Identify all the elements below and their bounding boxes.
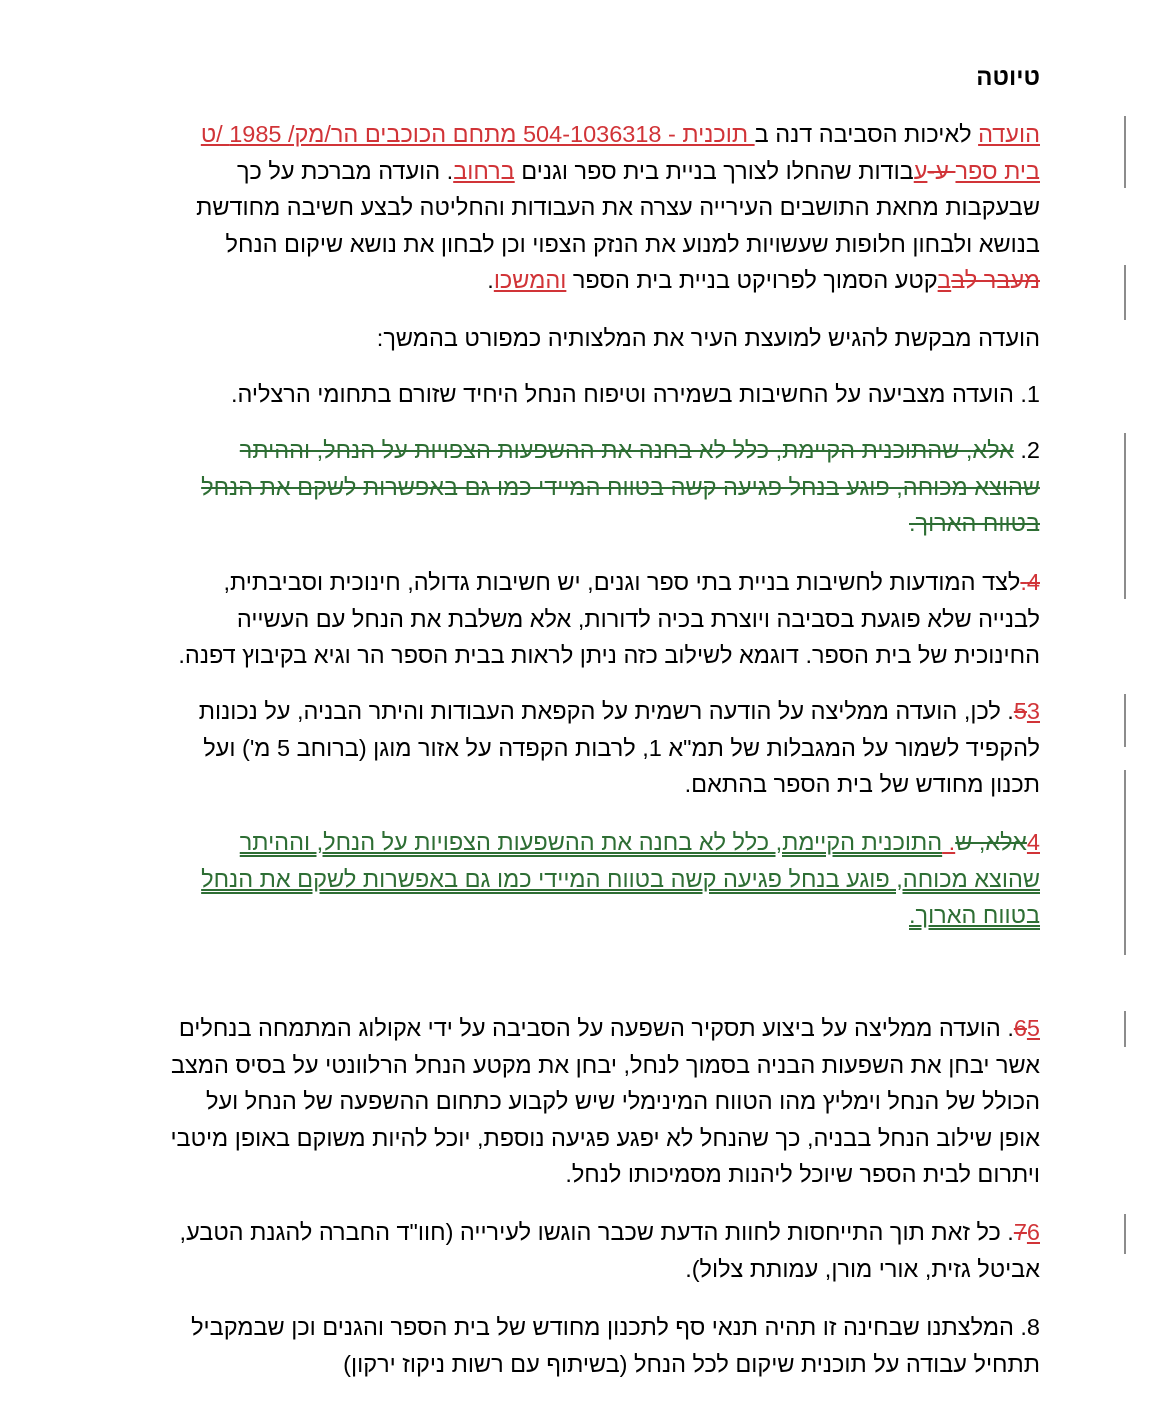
text-line — [70, 262, 1040, 299]
text-line: להקפיד לשמור על המגבלות של תמ"א 1, לרבות הקפדה על אזור מוגן (ברוחב 5 מ') ועל — [203, 734, 1040, 761]
list-item-3 — [70, 693, 1040, 803]
text-line: ויתרום לבית הספר שיוכל ליהנות מסמיכותו לנחל. — [565, 1161, 1040, 1187]
deleted-text: מעבר לב — [951, 267, 1040, 293]
list-item-1 — [70, 376, 1040, 413]
text-line — [70, 693, 1040, 730]
text-line — [70, 1010, 1040, 1047]
text-line — [70, 824, 1040, 861]
list-item-5 — [70, 1010, 1040, 1193]
list-item-4-moved-to — [70, 824, 1040, 934]
inserted-text: והמשכו — [493, 267, 567, 293]
deleted-number: 6 — [1013, 1015, 1027, 1041]
inserted-text: הועדה — [978, 121, 1040, 147]
text-line: אביטל גזית, אורי מורן, עמותת צלול). — [685, 1255, 1040, 1282]
list-item-awareness — [70, 564, 1040, 674]
text-run: לצד המודעות לחשיבות בניית בתי ספר וגנים, יש חשיבות גדולה, חינוכית וסביבתית, — [223, 569, 1021, 595]
paragraph-intro — [70, 116, 1040, 299]
document-title: טיוטה — [976, 64, 1040, 91]
text-run: . הועדה מברכת על כך — [237, 157, 454, 184]
text-line: לבנייה שלא פוגעת בסביבה ויוצרת בכיה לדורות, אלא משלבת את הנחל עם העשייה — [236, 605, 1040, 632]
text-run: לאיכות הסביבה דנה ב — [754, 121, 979, 147]
deleted-number: 4. — [1020, 569, 1040, 595]
text-run: קטע הסמוך לפרויקט בניית בית הספר — [566, 267, 938, 293]
text-line: תתחיל עבודה על תוכנית שיקום לכל הנחל (בשיתוף עם רשות ניקוז ירקון) — [343, 1350, 1040, 1377]
change-bar — [1124, 694, 1126, 747]
list-number: 2. — [1013, 437, 1040, 463]
inserted-number: 6 — [1026, 1219, 1040, 1245]
text-line: 1. הועדה מצביעה על החשיבות בשמירה וטיפוח הנחל היחיד שזורם בתחומי הרצליה. — [230, 381, 1040, 407]
list-item-8 — [70, 1309, 1040, 1382]
moved-deleted-text: אלא, שהתוכנית הקיימת, כלל לא בחנה את ההשפעות הצפויות על הנחל, וההיתר — [239, 437, 1014, 463]
text-line: הועדה מבקשת להגיש למועצת העיר את המלצותיה כמפורט בהמשך: — [376, 325, 1040, 351]
text-run: . כל זאת תוך התייחסות לחוות הדעת שכבר הוגשו לעירייה (חוו"ד החברה להגנת הטבע, — [179, 1219, 1014, 1245]
text-line: 8. המלצתנו שבחינה זו תהיה תנאי סף לתכנון מחודש של בית הספר והגנים וכן שבמקביל — [191, 1314, 1040, 1340]
list-item-6 — [70, 1214, 1040, 1287]
inserted-text: ע — [913, 157, 928, 184]
text-line: אשר יבחן את השפעות הבניה בסמוך לנחל, יבחן את מקטע הנחל הרלוונטי על בסיס המצב — [170, 1051, 1040, 1078]
inserted-text: ב — [937, 267, 952, 293]
text-run: . הועדה ממליצה על ביצוע תסקיר השפעה על הסביבה על ידי אקולוג המתמחה בנחלים — [178, 1015, 1014, 1041]
text-line: שבעקבות מחאת התושבים העירייה עצרה את העבודות והחליטה לבצע חשיבה מחודשת — [196, 194, 1040, 220]
text-line: החינוכית של בית הספר. דוגמא לשילוב כזה ניתן לראות בבית הספר הר וגיא בקיבוץ דפנה. — [178, 642, 1040, 668]
change-bar — [1124, 433, 1126, 599]
moved-inserted-text: התוכנית הקיימת, כלל לא בחנה את ההשפעות הצפויות על הנחל, וההיתר — [239, 829, 943, 855]
text-run: . — [487, 267, 494, 293]
deleted-text: ע- — [927, 157, 956, 184]
inserted-text: ברחוב — [453, 157, 515, 184]
inserted-text: בית ספר — [955, 157, 1040, 184]
inserted-text: תוכנית - 504-1036318 מתחם הכוכבים הר/מק/ 1985 /ט — [200, 121, 755, 147]
deleted-number: 7 — [1013, 1219, 1027, 1245]
text-run: בודות שהחלו לצורך בניית בית ספר וגנים — [514, 157, 914, 184]
text-line: בנושא ולבחון חלופות שעשויות למנוע את הנזק הצפוי וכן לבחון את נושא שיקום הנחל — [225, 230, 1040, 257]
text-run: . לכן, הועדה ממליצה על הודעה רשמית על הקפאת העבודות והיתר הבניה, על נכונות — [198, 698, 1014, 724]
text-line — [70, 1214, 1040, 1251]
moved-deleted-text: אלא, ש — [955, 829, 1027, 855]
change-bar — [1124, 1011, 1126, 1047]
deleted-number: 5 — [1013, 698, 1027, 724]
inserted-number: 4 — [1026, 829, 1040, 855]
change-bar — [1124, 1214, 1126, 1254]
text-line: תכנון מחודש של בית הספר בהתאם. — [684, 771, 1040, 797]
list-item-2-moved-from — [70, 432, 1040, 542]
moved-deleted-text: בטווח הארוך. — [909, 510, 1040, 536]
moved-inserted-text: בטווח הארוך. — [909, 902, 1040, 928]
change-bar — [1124, 116, 1126, 188]
text-line: אופן שילוב הנחל בבניה, כך שהנחל לא יפגע פגיעה נוספת, יוכל להיות משוקם באופן מיטבי — [170, 1124, 1040, 1151]
change-bar — [1124, 265, 1126, 320]
text-line — [70, 153, 1040, 190]
text-line: הכולל של הנחל וימליץ מהו הטווח המינימלי שיש לקבוע כתחום ההשפעה של הנחל ועל — [206, 1088, 1040, 1114]
moved-deleted-text: שהוצא מכוחה, פוגע בנחל פגיעה קשה בטווח המיידי כמו גם באפשרות לשקם את הנחל — [201, 473, 1040, 500]
text-line — [70, 564, 1040, 601]
paragraph-request — [70, 320, 1040, 357]
text-line — [70, 116, 1040, 153]
inserted-number: 3 — [1026, 698, 1040, 724]
moved-inserted-text: שהוצא מכוחה, פוגע בנחל פגיעה קשה בטווח המיידי כמו גם באפשרות לשקם את הנחל — [201, 865, 1040, 892]
change-bar — [1124, 770, 1126, 955]
text-line — [70, 432, 1040, 469]
inserted-text: . — [942, 829, 956, 855]
inserted-number: 5 — [1026, 1015, 1040, 1041]
